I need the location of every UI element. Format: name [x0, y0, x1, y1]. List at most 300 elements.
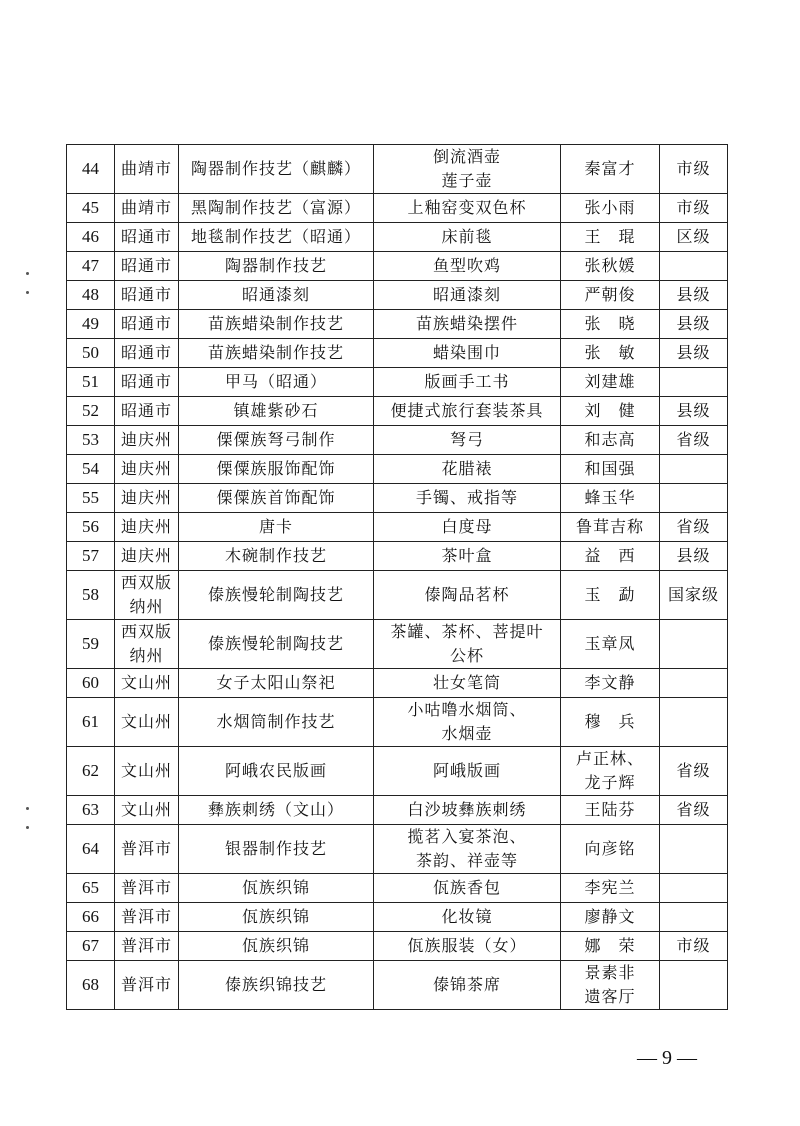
table-row: [67, 223, 728, 252]
inheritor-cell-text: 和志高: [584, 430, 636, 449]
level-cell: [660, 698, 728, 747]
region-cell: [115, 223, 179, 252]
craft-cell: [179, 620, 374, 669]
region-cell-text: 昭通市: [120, 343, 172, 362]
region-cell-text: 曲靖市: [120, 198, 172, 217]
table-row: [67, 932, 728, 961]
inheritor-cell-text: 张秋媛: [584, 256, 636, 275]
level-cell: [660, 310, 728, 339]
table-row: [67, 397, 728, 426]
inheritor-cell: [561, 339, 660, 368]
row-number-text: 44: [82, 159, 99, 178]
work-cell: [374, 542, 561, 571]
row-number: [67, 368, 115, 397]
level-cell-text: 县级: [676, 401, 711, 420]
craft-cell: [179, 426, 374, 455]
craft-cell-text: 地毯制作技艺（昭通）: [190, 227, 361, 246]
work-cell-text: 揽茗入宴茶泡、: [407, 827, 527, 846]
region-cell-text: 普洱市: [120, 975, 172, 994]
row-number: [67, 513, 115, 542]
row-number-text: 52: [82, 401, 99, 420]
craft-cell-text: 傣族慢轮制陶技艺: [207, 634, 344, 653]
table-row: [67, 796, 728, 825]
level-cell-text: 省级: [676, 800, 711, 819]
row-number: [67, 932, 115, 961]
inheritor-cell-text: 穆 兵: [584, 712, 636, 731]
work-cell-text: 傣陶品茗杯: [424, 585, 510, 604]
inheritor-cell-text: 和国强: [584, 459, 636, 478]
row-number-text: 56: [82, 517, 99, 536]
inheritor-cell: [561, 281, 660, 310]
row-number-text: 60: [82, 673, 99, 692]
level-cell: [660, 961, 728, 1010]
craft-cell-text: 陶器制作技艺（麒麟）: [190, 159, 361, 178]
region-cell: [115, 484, 179, 513]
work-cell: [374, 571, 561, 620]
region-cell-text: 迪庆州: [120, 517, 172, 536]
inheritor-cell-text: 王 琨: [584, 227, 636, 246]
work-cell: [374, 932, 561, 961]
row-number-text: 47: [82, 256, 99, 275]
work-cell: [374, 145, 561, 194]
region-cell: [115, 669, 179, 698]
level-cell: [660, 542, 728, 571]
region-cell-text: 迪庆州: [120, 488, 172, 507]
row-number: [67, 223, 115, 252]
region-cell-text: 昭通市: [120, 227, 172, 246]
row-number: [67, 620, 115, 669]
row-number: [67, 339, 115, 368]
row-number-text: 54: [82, 459, 99, 478]
region-cell-text: 迪庆州: [120, 546, 172, 565]
work-cell: [374, 397, 561, 426]
work-cell-text: 小咕噜水烟筒、: [407, 700, 527, 719]
row-number-text: 57: [82, 546, 99, 565]
page-number: — 9 —: [637, 1047, 697, 1069]
craft-cell: [179, 223, 374, 252]
level-cell: [660, 426, 728, 455]
inheritor-cell-text: 张 晓: [584, 314, 636, 333]
row-number-text: 62: [82, 761, 99, 780]
inheritor-cell-text: 严朝俊: [584, 285, 636, 304]
work-cell-text: 佤族香包: [432, 878, 501, 897]
row-number-text: 65: [82, 878, 99, 897]
region-cell: [115, 961, 179, 1010]
craft-cell-text: 甲马（昭通）: [224, 372, 327, 391]
work-cell-text: 白度母: [441, 517, 493, 536]
row-number-text: 68: [82, 975, 99, 994]
work-cell: [374, 281, 561, 310]
inheritor-cell: [561, 426, 660, 455]
region-cell: [115, 194, 179, 223]
region-cell-text: 昭通市: [120, 401, 172, 420]
craft-cell-text: 傈僳族服饰配饰: [216, 459, 336, 478]
region-cell-text: 西双版: [120, 573, 172, 592]
region-cell: [115, 932, 179, 961]
region-cell: [115, 542, 179, 571]
craft-cell-text: 佤族织锦: [241, 936, 310, 955]
row-number: [67, 571, 115, 620]
work-cell: [374, 747, 561, 796]
table-row: [67, 825, 728, 874]
margin-mark: [26, 272, 29, 275]
region-cell: [115, 620, 179, 669]
work-cell: [374, 368, 561, 397]
level-cell-text: 县级: [676, 314, 711, 333]
craft-cell: [179, 542, 374, 571]
level-cell-text: 县级: [676, 285, 711, 304]
craft-cell: [179, 484, 374, 513]
level-cell: [660, 145, 728, 194]
craft-cell: [179, 903, 374, 932]
region-cell: [115, 747, 179, 796]
inheritor-cell: [561, 397, 660, 426]
table-row: [67, 698, 728, 747]
row-number: [67, 397, 115, 426]
inheritor-cell-text: 王陆芬: [584, 800, 636, 819]
craft-cell-text: 昭通漆刻: [241, 285, 310, 304]
inheritor-cell-text: 向彦铭: [584, 839, 636, 858]
inheritor-cell: [561, 932, 660, 961]
level-cell: [660, 874, 728, 903]
table-row: [67, 513, 728, 542]
work-cell: [374, 825, 561, 874]
work-cell-text: 床前毯: [441, 227, 493, 246]
inheritor-cell: [561, 455, 660, 484]
craft-cell: [179, 513, 374, 542]
work-cell-text: 傣锦茶席: [432, 975, 501, 994]
row-number-text: 48: [82, 285, 99, 304]
row-number: [67, 426, 115, 455]
level-cell: [660, 825, 728, 874]
level-cell: [660, 747, 728, 796]
region-cell-text: 文山州: [120, 800, 172, 819]
inheritor-cell: [561, 194, 660, 223]
row-number-text: 66: [82, 907, 99, 926]
inheritor-cell-text: 遗客厅: [584, 987, 636, 1006]
margin-mark: [26, 807, 29, 810]
craft-cell-text: 水烟筒制作技艺: [216, 712, 336, 731]
row-number-text: 46: [82, 227, 99, 246]
level-cell-text: 县级: [676, 343, 711, 362]
craft-cell-text: 傣族慢轮制陶技艺: [207, 585, 344, 604]
table-row: [67, 145, 728, 194]
region-cell-text: 昭通市: [120, 372, 172, 391]
inheritor-cell-text: 鲁茸吉称: [575, 517, 644, 536]
level-cell-text: 国家级: [667, 585, 719, 604]
inheritor-cell: [561, 542, 660, 571]
craft-cell-text: 傣族织锦技艺: [224, 975, 327, 994]
region-cell: [115, 825, 179, 874]
level-cell: [660, 932, 728, 961]
level-cell: [660, 903, 728, 932]
level-cell: [660, 339, 728, 368]
level-cell-text: 县级: [676, 546, 711, 565]
work-cell-text: 便捷式旅行套装茶具: [390, 401, 544, 420]
region-cell-text: 昭通市: [120, 314, 172, 333]
craft-cell: [179, 698, 374, 747]
craft-cell: [179, 281, 374, 310]
row-number: [67, 669, 115, 698]
level-cell-text: 市级: [676, 159, 711, 178]
table-row: [67, 747, 728, 796]
craft-cell-text: 佤族织锦: [241, 878, 310, 897]
inheritor-cell: [561, 513, 660, 542]
inheritor-cell-text: 玉章凤: [584, 634, 636, 653]
row-number-text: 59: [82, 634, 99, 653]
work-cell-text: 昭通漆刻: [432, 285, 501, 304]
inheritor-cell-text: 张小雨: [584, 198, 636, 217]
inheritor-cell-text: 蜂玉华: [584, 488, 636, 507]
inheritor-cell: [561, 310, 660, 339]
craft-cell: [179, 825, 374, 874]
inheritor-cell: [561, 669, 660, 698]
row-number: [67, 903, 115, 932]
inheritor-cell: [561, 252, 660, 281]
craft-cell-text: 木碗制作技艺: [224, 546, 327, 565]
work-cell-text: 花腊裱: [441, 459, 493, 478]
work-cell-text: 阿峨版画: [432, 761, 501, 780]
craft-cell: [179, 455, 374, 484]
inheritor-cell-text: 李宪兰: [584, 878, 636, 897]
work-cell-text: 公杯: [449, 646, 484, 665]
work-cell: [374, 426, 561, 455]
level-cell: [660, 397, 728, 426]
inheritor-cell: [561, 571, 660, 620]
row-number: [67, 825, 115, 874]
region-cell: [115, 874, 179, 903]
inheritor-cell-text: 刘 健: [584, 401, 636, 420]
craft-cell: [179, 310, 374, 339]
inheritor-cell: [561, 145, 660, 194]
craft-cell-text: 阿峨农民版画: [224, 761, 327, 780]
work-cell-text: 苗族蜡染摆件: [415, 314, 518, 333]
work-cell: [374, 310, 561, 339]
row-number-text: 58: [82, 585, 99, 604]
region-cell: [115, 426, 179, 455]
inheritor-cell-text: 玉 勐: [584, 585, 636, 604]
craft-cell: [179, 874, 374, 903]
inheritor-cell-text: 李文静: [584, 673, 636, 692]
level-cell-text: 市级: [676, 936, 711, 955]
region-cell: [115, 252, 179, 281]
region-cell: [115, 145, 179, 194]
craft-cell-text: 佤族织锦: [241, 907, 310, 926]
row-number-text: 50: [82, 343, 99, 362]
work-cell-text: 壮女笔筒: [432, 673, 501, 692]
table-row: [67, 339, 728, 368]
craft-cell: [179, 796, 374, 825]
region-cell-text: 文山州: [120, 761, 172, 780]
row-number: [67, 455, 115, 484]
craft-cell-text: 银器制作技艺: [224, 839, 327, 858]
inheritor-cell: [561, 961, 660, 1010]
level-cell: [660, 796, 728, 825]
region-cell-text: 曲靖市: [120, 159, 172, 178]
work-cell-text: 手镯、戒指等: [415, 488, 518, 507]
work-cell: [374, 455, 561, 484]
region-cell: [115, 796, 179, 825]
work-cell: [374, 484, 561, 513]
inheritor-cell: [561, 484, 660, 513]
row-number: [67, 542, 115, 571]
table-row: [67, 194, 728, 223]
inheritor-cell-text: 张 敏: [584, 343, 636, 362]
table-row: [67, 542, 728, 571]
inheritor-cell-text: 卢正林、: [575, 749, 644, 768]
table-row: [67, 252, 728, 281]
region-cell-text: 迪庆州: [120, 430, 172, 449]
row-number: [67, 310, 115, 339]
work-cell: [374, 903, 561, 932]
row-number-text: 45: [82, 198, 99, 217]
craft-cell-text: 苗族蜡染制作技艺: [207, 343, 344, 362]
row-number: [67, 281, 115, 310]
craft-cell: [179, 194, 374, 223]
row-number-text: 64: [82, 839, 99, 858]
work-cell-text: 化妆镜: [441, 907, 493, 926]
margin-mark: [26, 826, 29, 829]
work-cell-text: 蜡染围巾: [432, 343, 501, 362]
work-cell-text: 莲子壶: [441, 171, 493, 190]
region-cell: [115, 698, 179, 747]
craft-cell-text: 彝族刺绣（文山）: [207, 800, 344, 819]
table-row: [67, 669, 728, 698]
row-number-text: 51: [82, 372, 99, 391]
craft-cell: [179, 571, 374, 620]
work-cell: [374, 796, 561, 825]
work-cell-text: 佤族服装（女）: [407, 936, 527, 955]
row-number: [67, 252, 115, 281]
inheritor-cell-text: 刘建雄: [584, 372, 636, 391]
table-row: [67, 426, 728, 455]
craft-cell-text: 傈僳族弩弓制作: [216, 430, 336, 449]
region-cell-text: 纳州: [129, 646, 164, 665]
table-row: [67, 903, 728, 932]
level-cell-text: 省级: [676, 517, 711, 536]
region-cell: [115, 455, 179, 484]
region-cell-text: 普洱市: [120, 907, 172, 926]
inheritor-cell: [561, 874, 660, 903]
region-cell-text: 昭通市: [120, 256, 172, 275]
craft-cell-text: 苗族蜡染制作技艺: [207, 314, 344, 333]
region-cell: [115, 339, 179, 368]
row-number: [67, 698, 115, 747]
row-number-text: 61: [82, 712, 99, 731]
region-cell-text: 昭通市: [120, 285, 172, 304]
work-cell-text: 白沙坡彝族刺绣: [407, 800, 527, 819]
region-cell-text: 纳州: [129, 597, 164, 616]
region-cell-text: 西双版: [120, 622, 172, 641]
work-cell-text: 鱼型吹鸡: [432, 256, 501, 275]
inheritor-cell-text: 益 西: [584, 546, 636, 565]
row-number-text: 49: [82, 314, 99, 333]
work-cell-text: 版画手工书: [424, 372, 510, 391]
inheritor-cell-text: 龙子辉: [584, 773, 636, 792]
region-cell: [115, 310, 179, 339]
region-cell: [115, 903, 179, 932]
craft-cell: [179, 669, 374, 698]
craft-cell-text: 唐卡: [258, 517, 293, 536]
craft-cell: [179, 145, 374, 194]
row-number: [67, 484, 115, 513]
craft-cell: [179, 747, 374, 796]
table-row: [67, 310, 728, 339]
row-number: [67, 145, 115, 194]
row-number-text: 63: [82, 800, 99, 819]
inheritor-cell: [561, 796, 660, 825]
craft-cell: [179, 397, 374, 426]
table-row: [67, 281, 728, 310]
row-number: [67, 747, 115, 796]
inheritor-cell: [561, 620, 660, 669]
inheritor-cell: [561, 698, 660, 747]
region-cell-text: 迪庆州: [120, 459, 172, 478]
craft-cell-text: 陶器制作技艺: [224, 256, 327, 275]
margin-mark: [26, 291, 29, 294]
work-cell: [374, 698, 561, 747]
inheritor-cell-text: 娜 荣: [584, 936, 636, 955]
level-cell: [660, 455, 728, 484]
level-cell: [660, 368, 728, 397]
level-cell: [660, 252, 728, 281]
work-cell-text: 倒流酒壶: [432, 147, 501, 166]
craft-cell: [179, 252, 374, 281]
craft-cell: [179, 932, 374, 961]
work-cell-text: 弩弓: [449, 430, 484, 449]
inheritor-cell-text: 廖静文: [584, 907, 636, 926]
row-number-text: 67: [82, 936, 99, 955]
region-cell-text: 普洱市: [120, 878, 172, 897]
work-cell-text: 水烟壶: [441, 724, 493, 743]
work-cell: [374, 252, 561, 281]
level-cell: [660, 620, 728, 669]
inheritor-cell: [561, 368, 660, 397]
table-row: [67, 368, 728, 397]
work-cell: [374, 339, 561, 368]
work-cell: [374, 620, 561, 669]
work-cell: [374, 513, 561, 542]
craft-cell-text: 女子太阳山祭祀: [216, 673, 336, 692]
level-cell: [660, 281, 728, 310]
work-cell-text: 茶罐、茶杯、菩提叶: [390, 622, 544, 641]
region-cell-text: 文山州: [120, 673, 172, 692]
level-cell-text: 省级: [676, 430, 711, 449]
inheritor-cell: [561, 223, 660, 252]
region-cell-text: 普洱市: [120, 936, 172, 955]
table-row: [67, 455, 728, 484]
craft-cell: [179, 339, 374, 368]
region-cell: [115, 571, 179, 620]
craft-cell-text: 镇雄紫砂石: [233, 401, 319, 420]
craft-cell: [179, 368, 374, 397]
row-number-text: 55: [82, 488, 99, 507]
craft-cell: [179, 961, 374, 1010]
row-number: [67, 874, 115, 903]
level-cell-text: 区级: [676, 227, 711, 246]
craft-cell-text: 傈僳族首饰配饰: [216, 488, 336, 507]
level-cell: [660, 669, 728, 698]
work-cell-text: 茶韵、祥壶等: [415, 851, 518, 870]
level-cell: [660, 194, 728, 223]
level-cell: [660, 513, 728, 542]
craft-cell-text: 黑陶制作技艺（富源）: [190, 198, 361, 217]
region-cell: [115, 281, 179, 310]
row-number: [67, 194, 115, 223]
work-cell: [374, 961, 561, 1010]
level-cell-text: 市级: [676, 198, 711, 217]
row-number-text: 53: [82, 430, 99, 449]
